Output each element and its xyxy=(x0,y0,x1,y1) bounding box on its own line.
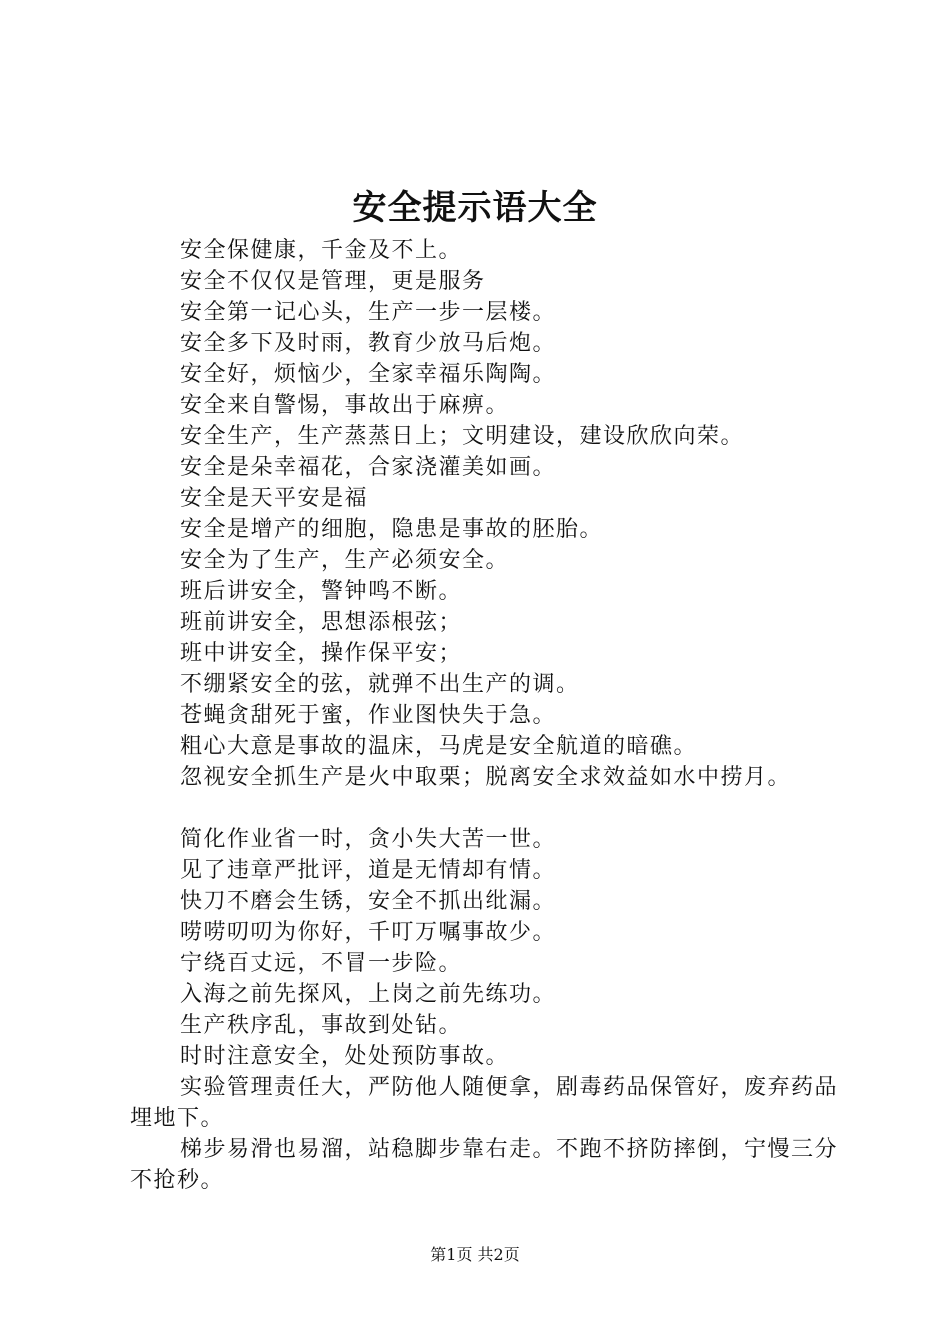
text-line: 见了违章严批评，道是无情却有情。 xyxy=(180,858,557,883)
text-line: 班后讲安全，警钟鸣不断。 xyxy=(180,579,463,604)
text-line: 班中讲安全，操作保平安； xyxy=(180,641,463,666)
document-title: 安全提示语大全 xyxy=(352,188,598,228)
blank-line xyxy=(130,793,860,824)
text-line: 忽视安全抓生产是火中取栗；脱离安全求效益如水中捞月。 xyxy=(180,765,792,790)
text-line: 班前讲安全，思想添根弦； xyxy=(180,610,463,635)
text-line: 入海之前先探风，上岗之前先练功。 xyxy=(180,982,557,1007)
text-line: 安全来自警惕，事故出于麻痹。 xyxy=(180,393,510,418)
text-line: 安全好，烦恼少，全家幸福乐陶陶。 xyxy=(180,362,557,387)
text-paragraph: 梯步易滑也易溜，站稳脚步靠右走。不跑不挤防摔倒，宁慢三分不抢秒。 xyxy=(130,1137,839,1193)
text-line: 安全是天平安是福 xyxy=(180,486,369,511)
text-line: 安全为了生产，生产必须安全。 xyxy=(180,548,510,573)
text-line: 安全是朵幸福花，合家浇灌美如画。 xyxy=(180,455,557,480)
text-line: 不绷紧安全的弦，就弹不出生产的调。 xyxy=(180,672,580,697)
page-footer: 第1页 共2页 xyxy=(430,1245,520,1264)
text-line: 简化作业省一时，贪小失大苦一世。 xyxy=(180,827,557,852)
document-body xyxy=(130,235,860,1196)
text-line: 时时注意安全，处处预防事故。 xyxy=(180,1044,510,1069)
text-line: 安全保健康，千金及不上。 xyxy=(180,238,463,263)
text-line: 安全第一记心头，生产一步一层楼。 xyxy=(180,300,557,325)
text-line: 安全多下及时雨，教育少放马后炮。 xyxy=(180,331,557,356)
text-line: 安全不仅仅是管理，更是服务 xyxy=(180,269,486,294)
text-paragraph: 实验管理责任大，严防他人随便拿，剧毒药品保管好，废弃药品埋地下。 xyxy=(130,1075,839,1131)
text-line: 宁绕百丈远，不冒一步险。 xyxy=(180,951,463,976)
text-line: 快刀不磨会生锈，安全不抓出纰漏。 xyxy=(180,889,557,914)
text-line: 安全生产，生产蒸蒸日上；文明建设，建设欣欣向荣。 xyxy=(180,424,745,449)
text-line: 唠唠叨叨为你好，千叮万嘱事故少。 xyxy=(180,920,557,945)
text-line: 苍蝇贪甜死于蜜，作业图快失于急。 xyxy=(180,703,557,728)
text-line: 粗心大意是事故的温床，马虎是安全航道的暗礁。 xyxy=(180,734,698,759)
text-line: 生产秩序乱，事故到处钻。 xyxy=(180,1013,463,1038)
text-line: 安全是增产的细胞，隐患是事故的胚胎。 xyxy=(180,517,604,542)
